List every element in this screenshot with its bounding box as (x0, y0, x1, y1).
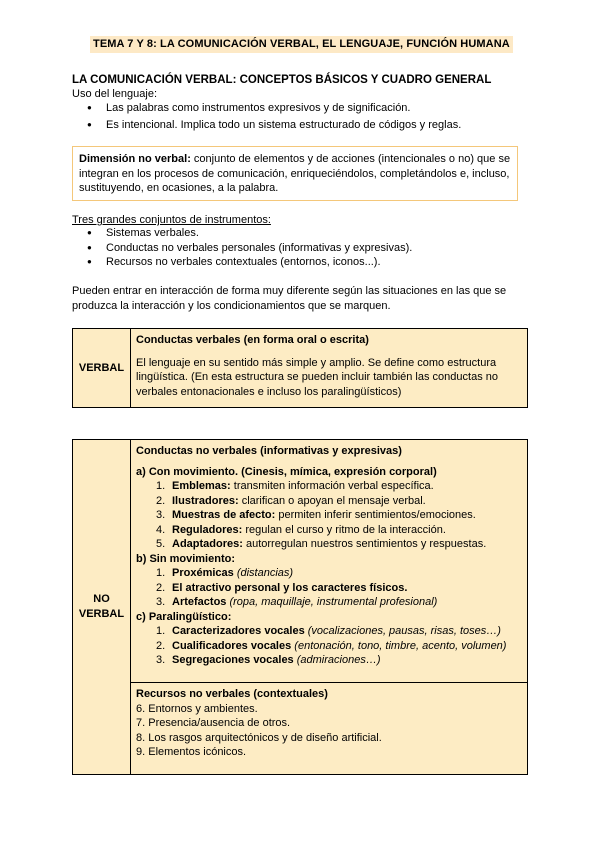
item-desc: clarifican o apoyan el mensaje verbal. (238, 494, 426, 507)
item-number: 1. (156, 480, 166, 492)
item-desc: (distancias) (233, 567, 294, 579)
conjuntos-list (72, 226, 532, 270)
noverbal-label-line1: NO (93, 593, 110, 606)
list-item (136, 508, 522, 523)
item-number: 3. (156, 509, 166, 521)
item-number: 3. (156, 654, 166, 666)
a-list (136, 479, 522, 552)
item-term: Adaptadores: (172, 538, 243, 550)
verbal-body: El lenguaje en su sentido más simple y amplio. Se define como estructura lingüística. (En esta estructura se pueden incluir también las conductas no verbales entonacionales e incluso los paralingüísticos) (136, 356, 498, 398)
item-desc: (entonación, tono, timbre, acento, volumen) (291, 639, 507, 652)
uso-list (72, 101, 532, 132)
item-desc: regulan el curso y ritmo de la interacción. (242, 523, 446, 536)
noverbal-label-line2: VERBAL (78, 607, 125, 620)
noverbal-table (72, 439, 528, 775)
list-item (136, 624, 522, 639)
conjuntos-label: Tres grandes conjuntos de instrumentos: (72, 214, 271, 226)
item-desc: transmiten información verbal específica. (230, 480, 434, 492)
b-heading: b) Sin movimiento: (136, 552, 235, 565)
dimension-callout (72, 146, 518, 201)
verbal-table (72, 328, 528, 408)
list-item (136, 595, 522, 610)
b-list (136, 566, 522, 610)
item-number: 2. (156, 581, 166, 594)
item-number: 2. (156, 639, 166, 652)
noverbal-label (73, 440, 131, 775)
dimension-term: Dimensión no verbal: (79, 153, 191, 165)
list-item: 7. Presencia/ausencia de otros. (136, 717, 291, 729)
item-number: 1. (156, 567, 166, 579)
c-list (136, 624, 522, 668)
item-term: Reguladores: (172, 523, 243, 536)
list-item (136, 653, 522, 668)
dimension-definition: conjunto de elementos y de acciones (intencionales o no) que se integran en los procesos de comunicación, enriqueciéndolos, completándolos e, incluso, sustituyendo, en ocasiones, a la palabra. (79, 153, 511, 194)
item-term: Segregaciones vocales (172, 654, 294, 666)
item-term: El atractivo personal y los caracteres físicos. (172, 581, 408, 594)
list-item: 9. Elementos icónicos. (136, 746, 247, 758)
a-heading: a) Con movimiento. (Cinesis, mímica, expresión corporal) (136, 465, 437, 478)
list-item (136, 494, 522, 509)
item-number: 1. (156, 625, 166, 637)
item-desc: (ropa, maquillaje, instrumental profesional) (226, 596, 438, 608)
list-item (136, 639, 522, 654)
item-desc: (vocalizaciones, pausas, risas, toses…) (304, 625, 501, 637)
conductas-heading: Conductas no verbales (informativas y expresivas) (136, 445, 402, 457)
verbal-heading: Conductas verbales (en forma oral o escrita) (136, 334, 369, 346)
conductas-cell (131, 440, 528, 683)
item-term: Muestras de afecto: (172, 509, 276, 521)
item-number: 3. (156, 596, 166, 608)
item-desc: permiten inferir sentimientos/emociones. (275, 509, 476, 521)
c-heading: c) Paralingüístico: (136, 610, 232, 623)
interaccion-paragraph: Pueden entrar en interacción de forma muy diferente según las situaciones en las que se produzca la interacción y los condicionamientos que se marquen. (72, 285, 507, 312)
uso-label: Uso del lenguaje: (72, 88, 158, 100)
list-item (136, 566, 522, 581)
recursos-heading: Recursos no verbales (contextuales) (136, 688, 328, 700)
item-term: Caracterizadores vocales (172, 625, 305, 637)
verbal-label: VERBAL (73, 329, 131, 408)
list-item: ● Las palabras como instrumentos expresivos y de significación. (72, 101, 532, 116)
item-term: Cualificadores vocales (172, 639, 292, 652)
list-item (136, 581, 522, 596)
verbal-content-cell (131, 329, 528, 408)
list-item: 8. Los rasgos arquitectónicos y de diseño artificial. (136, 731, 382, 744)
list-item: ● Sistemas verbales. (72, 226, 532, 241)
list-item: 6. Entornos y ambientes. (136, 702, 258, 715)
recursos-cell (131, 683, 528, 775)
list-item: ● Recursos no verbales contextuales (entornos, iconos...). (72, 255, 532, 270)
section-heading: LA COMUNICACIÓN VERBAL: CONCEPTOS BÁSICOS Y CUADRO GENERAL (72, 74, 492, 86)
item-term: Artefactos (172, 596, 227, 608)
item-desc: autorregulan nuestros sentimientos y respuestas. (242, 538, 487, 550)
list-item (136, 479, 522, 494)
list-item: ● Conductas no verbales personales (informativas y expresivas). (72, 241, 532, 256)
item-number: 2. (156, 494, 166, 507)
list-item: ● Es intencional. Implica todo un sistema estructurado de códigos y reglas. (72, 118, 532, 133)
item-term: Emblemas: (172, 480, 231, 492)
item-desc: (admiraciones…) (293, 654, 381, 666)
list-item (136, 523, 522, 538)
item-term: Ilustradores: (172, 494, 239, 507)
item-term: Proxémicas (172, 567, 234, 579)
item-number: 5. (156, 538, 166, 550)
list-item (136, 537, 522, 552)
item-number: 4. (156, 523, 166, 536)
document-title: TEMA 7 Y 8: LA COMUNICACIÓN VERBAL, EL LENGUAJE, FUNCIÓN HUMANA (90, 36, 513, 53)
